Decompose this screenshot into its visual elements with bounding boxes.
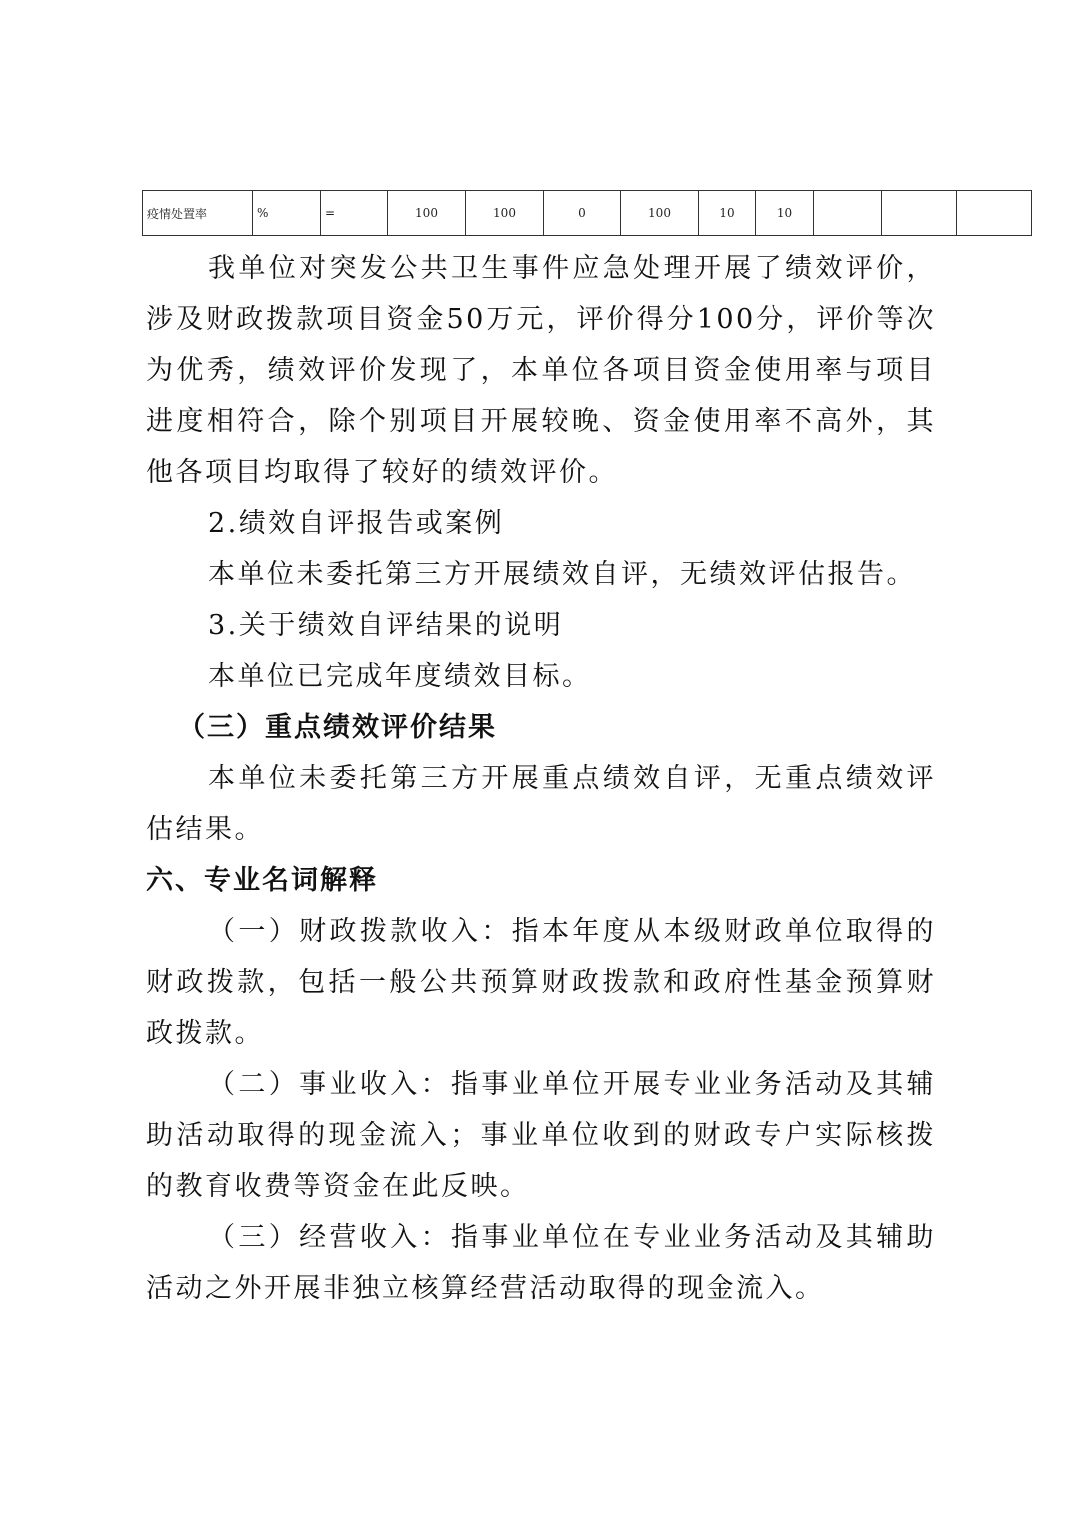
explain-heading: 3.关于绩效自评结果的说明 <box>208 610 564 641</box>
report-heading: 2.绩效自评报告或案例 <box>208 508 505 539</box>
term-operating-income: （三）经营收入：指事业单位在专业业务活动及其辅助活动之外开展非独立核算经营活动取得的现金流入。 <box>146 1222 936 1304</box>
report-paragraph: 本单位未委托第三方开展绩效自评，无绩效评估报告。 <box>208 559 916 590</box>
key-evaluation-paragraph: 本单位未委托第三方开展重点绩效自评，无重点绩效评估结果。 <box>146 763 936 845</box>
value-cell: 100 <box>388 191 466 236</box>
empty-cell <box>957 191 1032 236</box>
indicator-name-cell: 疫情处置率 <box>143 191 253 236</box>
term-fiscal-income: （一）财政拨款收入：指本年度从本级财政单位取得的财政拨款，包括一般公共预算财政拨款和政府性基金预算财政拨款。 <box>146 916 936 1049</box>
table-row <box>143 191 1032 236</box>
indicator-table <box>142 190 1032 236</box>
document-body <box>146 243 936 1314</box>
evaluation-paragraph: 我单位对突发公共卫生事件应急处理开展了绩效评价，涉及财政拨款项目资金50万元，评价得分100分，评价等次为优秀，绩效评价发现了，本单位各项目资金使用率与项目进度相符合，除个别项目开展较晚、资金使用率不高外，其他各项目均取得了较好的绩效评价。 <box>146 253 936 488</box>
explain-paragraph: 本单位已完成年度绩效目标。 <box>208 661 592 692</box>
operator-cell: = <box>321 191 388 236</box>
key-evaluation-heading: （三）重点绩效评价结果 <box>178 712 497 743</box>
empty-cell <box>882 191 957 236</box>
unit-cell: % <box>253 191 321 236</box>
value-cell: 0 <box>544 191 621 236</box>
term-business-income: （二）事业收入：指事业单位开展专业业务活动及其辅助活动取得的现金流入；事业单位收到的财政专户实际核拨的教育收费等资金在此反映。 <box>146 1069 936 1202</box>
value-cell: 100 <box>621 191 699 236</box>
value-cell: 10 <box>699 191 756 236</box>
terms-heading: 六、专业名词解释 <box>146 865 378 896</box>
empty-cell <box>814 191 882 236</box>
value-cell: 10 <box>756 191 814 236</box>
value-cell: 100 <box>466 191 544 236</box>
